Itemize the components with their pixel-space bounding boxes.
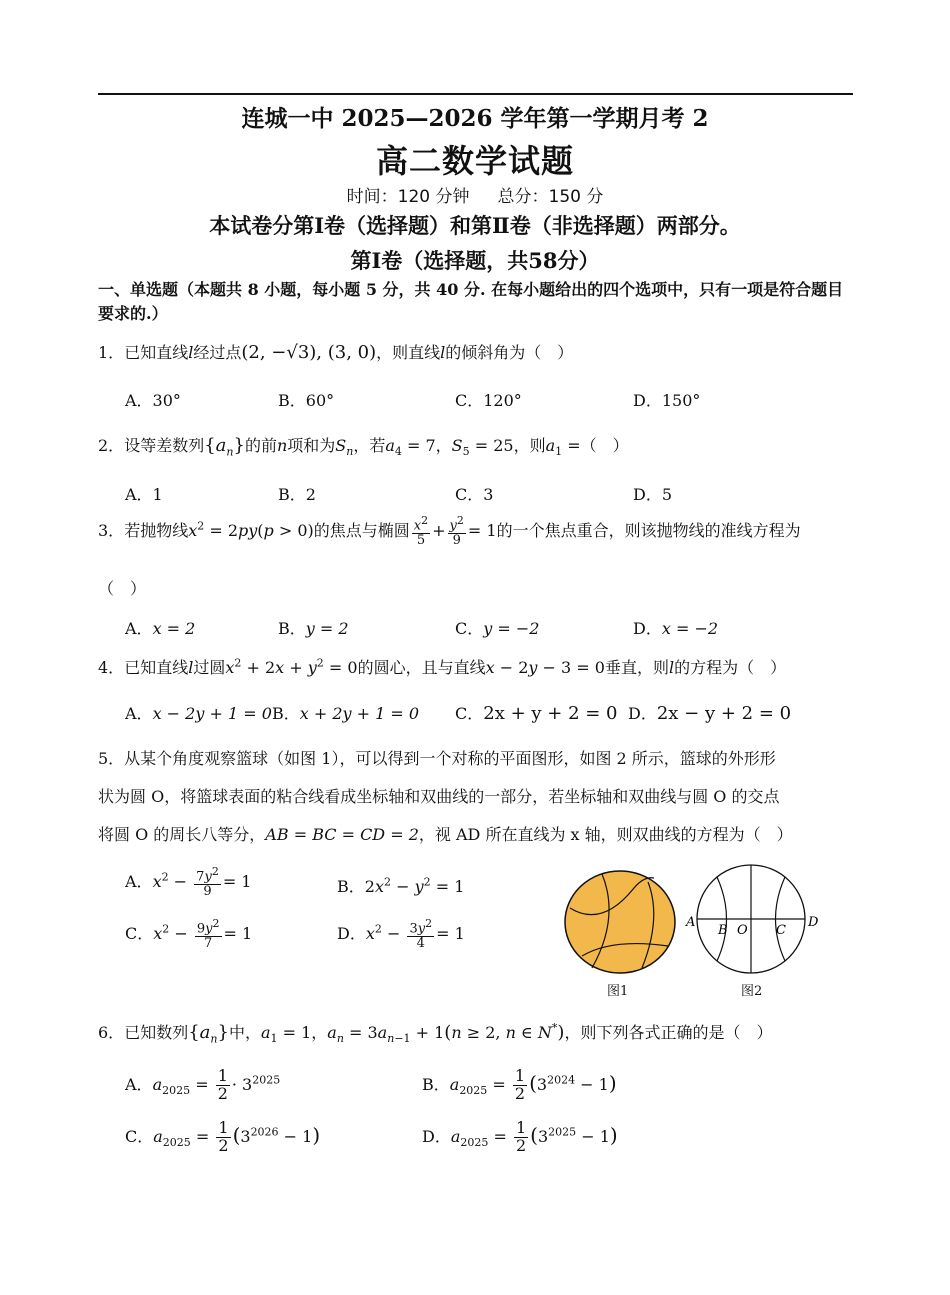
q3-paren: （ ） xyxy=(98,579,147,598)
label-d: D xyxy=(808,915,819,930)
part1-title: 第Ⅰ卷（选择题，共58分） xyxy=(350,248,600,273)
q6-option-a[interactable]: A．$a_{2025}$ = $\frac{1}{2}$ · $3^{2025}$ xyxy=(125,1066,281,1103)
header-rule xyxy=(98,93,853,95)
question-6: 6．已知数列$\{a_n\}$中，$a_1 = 1$，$a_n = 3a_{n-1} + 1(n \ge 2$, n ∈ N*)，则下列各式正确的是（ ） xyxy=(98,1021,773,1046)
q4-option-a[interactable]: A．x − 2y + 1 = 0 xyxy=(125,704,272,723)
exam-title-line: 连城一中 2025—2026 学年第一学期月考 2 xyxy=(241,105,709,132)
question-5: 5．从某个角度观察篮球（如图 1），可以得到一个对称的平面图形，如图 2 所示，篮球的外形形 状为圆 O，将篮球表面的粘合线看成坐标轴和双曲线的一部分，若坐标轴和双曲线与圆 O 的交点 将圆 O 的周长八等分，AB = BC = CD = 2，视 AD 所在直线为 x 轴，则双曲线的方程为（ ） xyxy=(98,749,793,844)
subject-title: 高二数学试题 xyxy=(375,142,574,180)
basketball-figure xyxy=(562,868,678,976)
q5-option-c[interactable]: C．$x^2$ − $\frac{9y^2}{7}$ = 1 xyxy=(125,917,253,951)
q2-option-b[interactable]: B．2 xyxy=(278,485,316,504)
score-label: 总分：150 分 xyxy=(497,187,604,207)
circle-hyperbola-figure xyxy=(684,862,824,978)
q1-option-c[interactable]: C．120° xyxy=(455,391,522,410)
q3-option-c[interactable]: C．y = −2 xyxy=(455,619,540,638)
fig2-caption: 图2 xyxy=(741,984,763,999)
time-label: 时间：120 分钟 xyxy=(346,187,470,207)
q3-option-b[interactable]: B．y = 2 xyxy=(278,619,349,638)
q4-option-b[interactable]: B．x + 2y + 1 = 0 xyxy=(272,704,420,723)
question-3: 3．若抛物线$x^2 = 2py(p > 0)$的焦点与椭圆 $\frac{x^2}{5}$ + $\frac{y^2}{9}$ = 1的一个焦点重合，则该抛物线的准线方程为 xyxy=(98,514,801,548)
section1-heading: 一、单选题（本题共 8 小题，每小题 5 分，共 40 分. 在每小题给出的四个选项中，只有一项是符合题目要求的.） xyxy=(98,280,844,323)
q5-option-d[interactable]: D．$x^2$ − $\frac{3y^2}{4}$ = 1 xyxy=(337,917,465,951)
q6-option-b[interactable]: B．$a_{2025}$ = $\frac{1}{2}$ $(3^{2024} - 1)$ xyxy=(422,1066,617,1103)
label-o: O xyxy=(737,923,748,938)
label-b: B xyxy=(718,923,728,938)
fig1-caption: 图1 xyxy=(607,984,629,999)
q2-option-d[interactable]: D．5 xyxy=(633,485,673,504)
q4-option-c[interactable]: C．2x + y + 2 = 0 xyxy=(455,703,618,724)
q2-option-a[interactable]: A．1 xyxy=(125,485,163,504)
q5-option-b[interactable]: B．$2x^2 - y^2 = 1$ xyxy=(337,875,465,896)
label-a: A xyxy=(686,915,696,930)
q3-option-d[interactable]: D．x = −2 xyxy=(633,619,719,638)
q1-option-d[interactable]: D．150° xyxy=(633,391,701,410)
q4-option-d[interactable]: D．2x − y + 2 = 0 xyxy=(628,703,792,724)
q1-option-b[interactable]: B．60° xyxy=(278,391,335,410)
question-4: 4．已知直线l过圆$x^2 + 2x + y^2 = 0$的圆心，且与直线x − 2y − 3 = 0垂直，则l的方程为（ ） xyxy=(98,656,787,677)
q5-option-a[interactable]: A．$x^2$ − $\frac{7y^2}{9}$ = 1 xyxy=(125,865,252,899)
q1-option-a[interactable]: A．30° xyxy=(125,391,181,410)
q6-option-d[interactable]: D．$a_{2025}$ = $\frac{1}{2}$ $(3^{2025} - 1)$ xyxy=(422,1118,618,1155)
exam-intro: 本试卷分第Ⅰ卷（选择题）和第Ⅱ卷（非选择题）两部分。 xyxy=(209,213,741,238)
q6-option-c[interactable]: C．$a_{2025}$ = $\frac{1}{2}$ $(3^{2026} - 1)$ xyxy=(125,1118,321,1155)
q3-option-a[interactable]: A．x = 2 xyxy=(125,619,196,638)
time-score-line xyxy=(0,182,950,207)
question-2: 2．设等差数列$\{a_n\}$的前n项和为$S_n$，若$a_4 = 7$，$S_5 = 25$，则$a_1$ =（ ） xyxy=(98,435,629,459)
question-1: 1．已知直线l经过点(2, −√3), (3, 0)，则直线l的倾斜角为（ ） xyxy=(98,342,574,363)
label-c: C xyxy=(776,923,786,938)
q2-option-c[interactable]: C．3 xyxy=(455,485,494,504)
